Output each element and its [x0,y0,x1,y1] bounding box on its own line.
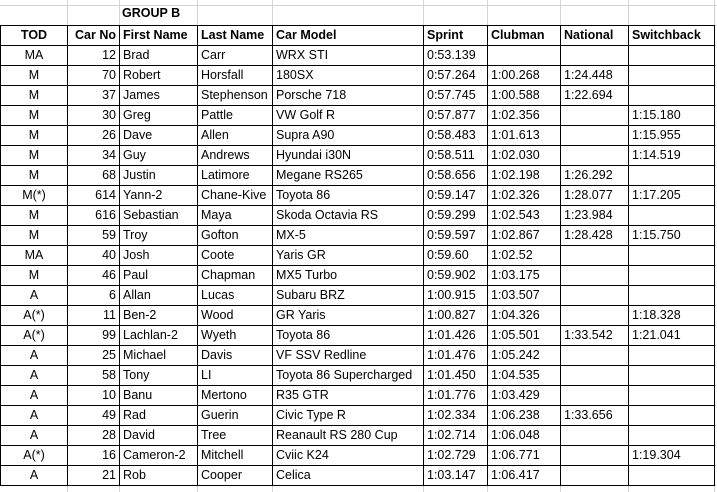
car-model-cell[interactable]: Supra A90 [273,126,424,146]
tod-cell[interactable]: M [1,106,68,126]
table-row [1,86,715,106]
table-row [1,326,715,346]
clubman-time-cell[interactable]: 1:04.326 [488,306,561,326]
car-model-cell[interactable]: Yaris GR [273,246,424,266]
table-row [1,406,715,426]
last-name-cell[interactable]: Pattle [198,106,273,126]
table-row [1,386,715,406]
last-name-cell[interactable]: Andrews [198,146,273,166]
sprint-time-cell[interactable]: 0:59.597 [424,226,488,246]
car-model-cell[interactable]: Megane RS265 [273,166,424,186]
last-name-cell[interactable]: Tree [198,426,273,446]
car-model-cell[interactable]: Toyota 86 [273,186,424,206]
last-name-cell[interactable]: Stephenson [198,86,273,106]
car-no-cell[interactable]: 37 [68,86,120,106]
clubman-time-cell[interactable]: 1:03.175 [488,266,561,286]
car-no-cell[interactable]: 28 [68,426,120,446]
first-name-cell[interactable]: Brad [120,46,198,66]
switchback-time-cell[interactable] [629,346,715,366]
car-model-cell[interactable]: R35 GTR [273,386,424,406]
last-name-cell[interactable]: Guerin [198,406,273,426]
table-row [1,206,715,226]
table-row [1,366,715,386]
car-no-cell[interactable]: 25 [68,346,120,366]
sprint-time-cell[interactable]: 1:01.426 [424,326,488,346]
tod-cell[interactable]: A(*) [1,446,68,466]
table-row [1,266,715,286]
national-time-cell[interactable]: 1:23.984 [561,206,629,226]
clubman-time-cell[interactable]: 1:03.507 [488,286,561,306]
first-name-cell[interactable]: Dave [120,126,198,146]
clubman-time-cell[interactable]: 1:06.771 [488,446,561,466]
table-row [1,426,715,446]
car-model-cell[interactable]: VF SSV Redline [273,346,424,366]
national-time-cell[interactable] [561,46,629,66]
results-table [0,25,715,486]
switchback-time-cell[interactable]: 1:15.180 [629,106,715,126]
last-name-cell[interactable]: Latimore [198,166,273,186]
switchback-time-cell[interactable]: 1:15.955 [629,126,715,146]
first-name-cell[interactable]: James [120,86,198,106]
switchback-time-cell[interactable] [629,406,715,426]
tod-cell[interactable]: M [1,126,68,146]
switchback-time-cell[interactable]: 1:17.205 [629,186,715,206]
car-no-cell[interactable]: 99 [68,326,120,346]
table-row [1,186,715,206]
tod-cell[interactable]: M [1,66,68,86]
table-row [1,286,715,306]
last-name-cell[interactable]: Lucas [198,286,273,306]
national-time-cell[interactable] [561,466,629,486]
car-no-cell[interactable]: 70 [68,66,120,86]
car-model-cell[interactable]: GR Yaris [273,306,424,326]
first-name-cell[interactable]: Justin [120,166,198,186]
tod-cell[interactable]: M [1,206,68,226]
national-time-cell[interactable]: 1:26.292 [561,166,629,186]
clubman-time-cell[interactable]: 1:02.326 [488,186,561,206]
car-no-cell[interactable]: 16 [68,446,120,466]
tod-cell[interactable]: A [1,386,68,406]
last-name-cell[interactable]: Davis [198,346,273,366]
car-no-cell[interactable]: 21 [68,466,120,486]
car-no-cell[interactable]: 6 [68,286,120,306]
national-time-cell[interactable] [561,346,629,366]
col-header-car-model[interactable]: Car Model [273,26,424,46]
national-time-cell[interactable] [561,446,629,466]
car-model-cell[interactable]: MX-5 [273,226,424,246]
car-model-cell[interactable]: Toyota 86 [273,326,424,346]
car-model-cell[interactable]: Cviic K24 [273,446,424,466]
national-time-cell[interactable] [561,306,629,326]
car-no-cell[interactable]: 68 [68,166,120,186]
car-no-cell[interactable]: 12 [68,46,120,66]
car-model-cell[interactable]: MX5 Turbo [273,266,424,286]
table-row [1,246,715,266]
switchback-time-cell[interactable] [629,466,715,486]
switchback-time-cell[interactable] [629,166,715,186]
tod-cell[interactable]: M [1,226,68,246]
first-name-cell[interactable]: Lachlan-2 [120,326,198,346]
switchback-time-cell[interactable]: 1:15.750 [629,226,715,246]
tod-cell[interactable]: A [1,346,68,366]
first-name-cell[interactable]: Paul [120,266,198,286]
sprint-time-cell[interactable]: 1:00.915 [424,286,488,306]
col-header-switchback[interactable]: Switchback [629,26,715,46]
tod-cell[interactable]: M [1,86,68,106]
national-time-cell[interactable]: 1:28.428 [561,226,629,246]
tod-cell[interactable]: A(*) [1,326,68,346]
national-time-cell[interactable] [561,386,629,406]
sprint-time-cell[interactable]: 0:57.745 [424,86,488,106]
national-time-cell[interactable]: 1:33.656 [561,406,629,426]
clubman-time-cell[interactable]: 1:02.030 [488,146,561,166]
clubman-time-cell[interactable]: 1:06.238 [488,406,561,426]
national-time-cell[interactable] [561,246,629,266]
sprint-time-cell[interactable]: 0:58.511 [424,146,488,166]
national-time-cell[interactable]: 1:22.694 [561,86,629,106]
car-model-cell[interactable]: Toyota 86 Supercharged [273,366,424,386]
sprint-time-cell[interactable]: 0:58.483 [424,126,488,146]
national-time-cell[interactable] [561,366,629,386]
clubman-time-cell[interactable]: 1:06.048 [488,426,561,446]
clubman-time-cell[interactable]: 1:02.198 [488,166,561,186]
car-model-cell[interactable]: Civic Type R [273,406,424,426]
tod-cell[interactable]: MA [1,246,68,266]
national-time-cell[interactable] [561,266,629,286]
clubman-time-cell[interactable]: 1:06.417 [488,466,561,486]
first-name-cell[interactable]: Tony [120,366,198,386]
tod-cell[interactable]: M [1,166,68,186]
switchback-time-cell[interactable] [629,426,715,446]
car-no-cell[interactable]: 614 [68,186,120,206]
last-name-cell[interactable]: Coote [198,246,273,266]
clubman-time-cell[interactable]: 1:02.543 [488,206,561,226]
first-name-cell[interactable]: Cameron-2 [120,446,198,466]
switchback-time-cell[interactable] [629,66,715,86]
first-name-cell[interactable]: Banu [120,386,198,406]
table-row [1,106,715,126]
clubman-time-cell[interactable]: 1:03.429 [488,386,561,406]
table-row [1,46,715,66]
first-name-cell[interactable]: Rad [120,406,198,426]
national-time-cell[interactable]: 1:24.448 [561,66,629,86]
last-name-cell[interactable]: Mitchell [198,446,273,466]
sprint-time-cell[interactable]: 1:02.714 [424,426,488,446]
car-model-cell[interactable]: Porsche 718 [273,86,424,106]
sprint-time-cell[interactable]: 0:59.902 [424,266,488,286]
national-time-cell[interactable] [561,106,629,126]
clubman-time-cell[interactable] [488,46,561,66]
switchback-time-cell[interactable] [629,246,715,266]
table-row [1,226,715,246]
sprint-time-cell[interactable]: 1:02.334 [424,406,488,426]
switchback-time-cell[interactable] [629,266,715,286]
sprint-time-cell[interactable]: 1:00.827 [424,306,488,326]
col-header-national[interactable]: National [561,26,629,46]
col-header-sprint[interactable]: Sprint [424,26,488,46]
last-name-cell[interactable]: LI [198,366,273,386]
first-name-cell[interactable]: Michael [120,346,198,366]
clubman-time-cell[interactable]: 1:00.588 [488,86,561,106]
tod-cell[interactable]: M [1,146,68,166]
tod-cell[interactable]: M [1,266,68,286]
table-row [1,66,715,86]
last-name-cell[interactable]: Horsfall [198,66,273,86]
car-model-cell[interactable]: 180SX [273,66,424,86]
col-header-last-name[interactable]: Last Name [198,26,273,46]
col-header-tod[interactable]: TOD [1,26,68,46]
col-header-clubman[interactable]: Clubman [488,26,561,46]
switchback-time-cell[interactable]: 1:19.304 [629,446,715,466]
car-model-cell[interactable]: VW Golf R [273,106,424,126]
car-no-cell[interactable]: 59 [68,226,120,246]
switchback-time-cell[interactable]: 1:21.041 [629,326,715,346]
car-no-cell[interactable]: 40 [68,246,120,266]
switchback-time-cell[interactable] [629,46,715,66]
car-no-cell[interactable]: 58 [68,366,120,386]
car-model-cell[interactable]: Celica [273,466,424,486]
first-name-cell[interactable]: Guy [120,146,198,166]
last-name-cell[interactable]: Wyeth [198,326,273,346]
sprint-time-cell[interactable]: 0:59.299 [424,206,488,226]
switchback-time-cell[interactable] [629,286,715,306]
first-name-cell[interactable]: Robert [120,66,198,86]
tod-cell[interactable]: A [1,466,68,486]
national-time-cell[interactable] [561,146,629,166]
car-model-cell[interactable]: Subaru BRZ [273,286,424,306]
first-name-cell[interactable]: Rob [120,466,198,486]
sprint-time-cell[interactable]: 0:57.877 [424,106,488,126]
sprint-time-cell[interactable]: 1:01.776 [424,386,488,406]
table-row [1,126,715,146]
switchback-time-cell[interactable] [629,366,715,386]
car-no-cell[interactable]: 616 [68,206,120,226]
last-name-cell[interactable]: Maya [198,206,273,226]
sprint-time-cell[interactable]: 1:01.476 [424,346,488,366]
clubman-time-cell[interactable]: 1:00.268 [488,66,561,86]
last-name-cell[interactable]: Wood [198,306,273,326]
col-header-car-no[interactable]: Car No [68,26,120,46]
first-name-cell[interactable]: Sebastian [120,206,198,226]
car-no-cell[interactable]: 30 [68,106,120,126]
header-row [1,26,715,46]
national-time-cell[interactable]: 1:28.077 [561,186,629,206]
last-name-cell[interactable]: Cooper [198,466,273,486]
car-no-cell[interactable]: 11 [68,306,120,326]
first-name-cell[interactable]: David [120,426,198,446]
clubman-time-cell[interactable]: 1:02.867 [488,226,561,246]
sprint-time-cell[interactable]: 0:59.60 [424,246,488,266]
first-name-cell[interactable]: Josh [120,246,198,266]
table-row [1,166,715,186]
first-name-cell[interactable]: Greg [120,106,198,126]
sprint-time-cell[interactable]: 0:53.139 [424,46,488,66]
switchback-time-cell[interactable] [629,386,715,406]
car-model-cell[interactable]: WRX STI [273,46,424,66]
sprint-time-cell[interactable]: 1:02.729 [424,446,488,466]
switchback-time-cell[interactable]: 1:14.519 [629,146,715,166]
switchback-time-cell[interactable] [629,206,715,226]
tod-cell[interactable]: MA [1,46,68,66]
car-model-cell[interactable]: Skoda Octavia RS [273,206,424,226]
sprint-time-cell[interactable]: 0:58.656 [424,166,488,186]
tod-cell[interactable]: A [1,406,68,426]
group-title: GROUP B [122,6,181,20]
car-model-cell[interactable]: Hyundai i30N [273,146,424,166]
tod-cell[interactable]: M(*) [1,186,68,206]
national-time-cell[interactable] [561,126,629,146]
clubman-time-cell[interactable]: 1:05.242 [488,346,561,366]
table-row [1,146,715,166]
national-time-cell[interactable]: 1:33.542 [561,326,629,346]
car-no-cell[interactable]: 26 [68,126,120,146]
clubman-time-cell[interactable]: 1:05.501 [488,326,561,346]
table-row [1,306,715,326]
tod-cell[interactable]: A [1,286,68,306]
last-name-cell[interactable]: Chane-Kive [198,186,273,206]
last-name-cell[interactable]: Carr [198,46,273,66]
car-no-cell[interactable]: 10 [68,386,120,406]
gridline [0,5,717,6]
first-name-cell[interactable]: Allan [120,286,198,306]
sprint-time-cell[interactable]: 0:59.147 [424,186,488,206]
national-time-cell[interactable] [561,426,629,446]
tod-cell[interactable]: A [1,426,68,446]
car-no-cell[interactable]: 34 [68,146,120,166]
table-row [1,466,715,486]
table-row [1,446,715,466]
clubman-time-cell[interactable]: 1:02.356 [488,106,561,126]
last-name-cell[interactable]: Chapman [198,266,273,286]
col-header-first-name[interactable]: First Name [120,26,198,46]
first-name-cell[interactable]: Yann-2 [120,186,198,206]
car-model-cell[interactable]: Reanault RS 280 Cup [273,426,424,446]
table-row [1,346,715,366]
car-no-cell[interactable]: 46 [68,266,120,286]
switchback-time-cell[interactable]: 1:18.328 [629,306,715,326]
national-time-cell[interactable] [561,286,629,306]
sprint-time-cell[interactable]: 1:03.147 [424,466,488,486]
clubman-time-cell[interactable]: 1:02.52 [488,246,561,266]
first-name-cell[interactable]: Ben-2 [120,306,198,326]
last-name-cell[interactable]: Allen [198,126,273,146]
last-name-cell[interactable]: Mertono [198,386,273,406]
clubman-time-cell[interactable]: 1:01.613 [488,126,561,146]
tod-cell[interactable]: A [1,366,68,386]
sprint-time-cell[interactable]: 0:57.264 [424,66,488,86]
car-no-cell[interactable]: 49 [68,406,120,426]
tod-cell[interactable]: A(*) [1,306,68,326]
first-name-cell[interactable]: Troy [120,226,198,246]
last-name-cell[interactable]: Gofton [198,226,273,246]
clubman-time-cell[interactable]: 1:04.535 [488,366,561,386]
sprint-time-cell[interactable]: 1:01.450 [424,366,488,386]
switchback-time-cell[interactable] [629,86,715,106]
